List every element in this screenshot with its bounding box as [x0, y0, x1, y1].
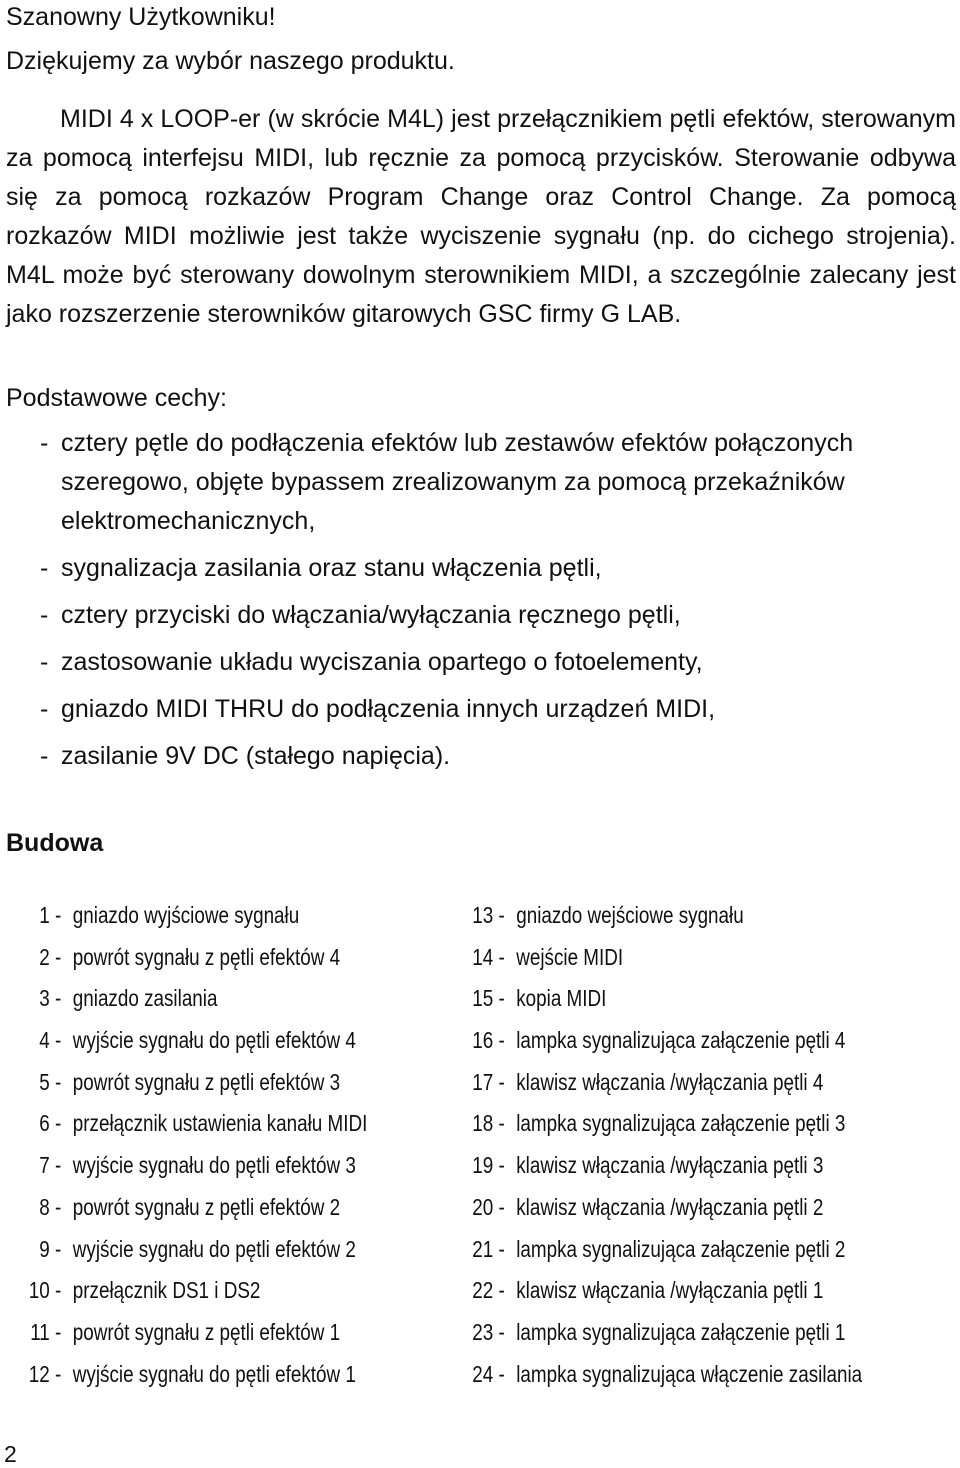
part-item [458, 1062, 852, 1104]
feature-item: - gniazdo MIDI THRU do podłączenia innych urządzeń MIDI, [40, 690, 955, 729]
part-item [8, 937, 402, 979]
part-item [8, 978, 402, 1020]
part-item [8, 1062, 402, 1104]
feature-item: - cztery pętle do podłączenia efektów lub zestawów efektów połączonych szeregowo, objęte bypassem zrealizowanym za pomocą przekaźników elektromechanicznych, [40, 424, 955, 541]
part-number: 17 - [472, 1068, 505, 1095]
part-item [8, 1145, 402, 1187]
part-item [458, 1229, 852, 1271]
part-item [8, 1270, 402, 1312]
part-label: przełącznik DS1 i DS2 [72, 1277, 261, 1304]
part-number: 22 - [472, 1277, 505, 1304]
part-item [458, 1270, 852, 1312]
part-label: wyjście sygnału do pętli efektów 2 [72, 1235, 356, 1262]
intro-paragraph: MIDI 4 x LOOP-er (w skrócie M4L) jest przełącznikiem pętli efektów, sterowanym za pomocą interfejsu MIDI, lub ręcznie za pomocą przycisków. Sterowanie odbywa się za pomocą rozkazów Program Change oraz Control Change. Za pomocą rozkazów MIDI możliwie jest także wyciszenie sygnału (np. do cichego strojenia). M4L może być sterowany dowolnym sterownikiem MIDI, a szczególnie zalecany jest jako rozszerzenie sterowników gitarowych GSC firmy G LAB. [6, 105, 956, 328]
part-number: 11 - [30, 1318, 62, 1345]
features-list [40, 424, 955, 784]
part-label: lampka sygnalizująca załączenie pętli 1 [516, 1318, 846, 1345]
feature-item: - zastosowanie układu wyciszania opartego o fotoelementy, [40, 643, 955, 682]
part-label: powrót sygnału z pętli efektów 3 [72, 1068, 341, 1095]
part-label: lampka sygnalizująca załączenie pętli 4 [516, 1027, 846, 1054]
part-label: powrót sygnału z pętli efektów 1 [72, 1318, 341, 1345]
part-number: 8 - [39, 1193, 62, 1220]
part-number: 1 - [39, 902, 62, 928]
part-label: gniazdo wejściowe sygnału [516, 902, 744, 928]
part-number: 6 - [39, 1110, 62, 1137]
part-item [8, 1354, 402, 1396]
part-number: 18 - [472, 1110, 505, 1137]
part-number: 15 - [472, 985, 505, 1012]
part-label: wejście MIDI [516, 943, 624, 970]
part-item [458, 978, 852, 1020]
part-label: wyjście sygnału do pętli efektów 3 [72, 1152, 356, 1179]
part-item [8, 1229, 402, 1271]
part-label: wyjście sygnału do pętli efektów 4 [72, 1027, 356, 1054]
part-label: lampka sygnalizująca załączenie pętli 2 [516, 1235, 846, 1262]
part-number: 12 - [28, 1360, 62, 1387]
feature-item: - cztery przyciski do włączania/wyłączania ręcznego pętli, [40, 596, 955, 635]
thanks-line: Dziękujemy za wybór naszego produktu. [6, 47, 455, 75]
feature-item: - zasilanie 9V DC (stałego napięcia). [40, 737, 955, 776]
part-label: klawisz włączania /wyłączania pętli 2 [516, 1193, 824, 1220]
part-number: 7 - [39, 1152, 62, 1179]
part-label: powrót sygnału z pętli efektów 4 [72, 943, 341, 970]
part-item [458, 1103, 852, 1145]
part-item [458, 1354, 863, 1396]
part-item [458, 895, 852, 937]
greeting: Szanowny Użytkowniku! [6, 3, 276, 31]
part-label: wyjście sygnału do pętli efektów 1 [72, 1360, 356, 1387]
part-number: 16 - [472, 1027, 505, 1054]
part-item [458, 1020, 852, 1062]
part-label: przełącznik ustawienia kanału MIDI [72, 1110, 368, 1137]
part-number: 9 - [39, 1235, 62, 1262]
part-label: lampka sygnalizująca załączenie pętli 3 [516, 1110, 846, 1137]
part-number: 13 - [472, 902, 505, 928]
part-item [458, 1145, 852, 1187]
part-number: 24 - [472, 1360, 505, 1387]
part-label: kopia MIDI [516, 985, 607, 1012]
part-label: gniazdo zasilania [72, 985, 218, 1012]
part-label: gniazdo wyjściowe sygnału [72, 902, 300, 928]
features-heading: Podstawowe cechy: [6, 384, 227, 412]
part-number: 3 - [39, 985, 62, 1012]
part-label: klawisz włączania /wyłączania pętli 4 [516, 1068, 824, 1095]
part-item [458, 937, 852, 979]
part-item [458, 1187, 852, 1229]
feature-item: - sygnalizacja zasilania oraz stanu włączenia pętli, [40, 549, 955, 588]
part-item [8, 1020, 402, 1062]
part-item [8, 895, 402, 937]
part-number: 23 - [472, 1318, 505, 1345]
part-number: 5 - [39, 1068, 62, 1095]
section-title: Budowa [6, 829, 104, 857]
part-number: 19 - [472, 1152, 505, 1179]
part-label: klawisz włączania /wyłączania pętli 1 [516, 1277, 824, 1304]
part-item [8, 1312, 402, 1354]
parts-list-left [8, 895, 402, 1395]
parts-list-right [458, 895, 863, 1395]
part-label: powrót sygnału z pętli efektów 2 [72, 1193, 341, 1220]
part-number: 20 - [472, 1193, 505, 1220]
page-number: 2 [4, 1441, 17, 1467]
part-number: 21 - [472, 1235, 505, 1262]
part-number: 4 - [39, 1027, 62, 1054]
part-number: 10 - [28, 1277, 62, 1304]
part-label: lampka sygnalizująca włączenie zasilania [516, 1360, 863, 1387]
part-number: 14 - [472, 943, 505, 970]
part-number: 2 - [39, 943, 62, 970]
part-item [8, 1187, 402, 1229]
part-item [8, 1103, 402, 1145]
part-label: klawisz włączania /wyłączania pętli 3 [516, 1152, 824, 1179]
part-item [458, 1312, 852, 1354]
